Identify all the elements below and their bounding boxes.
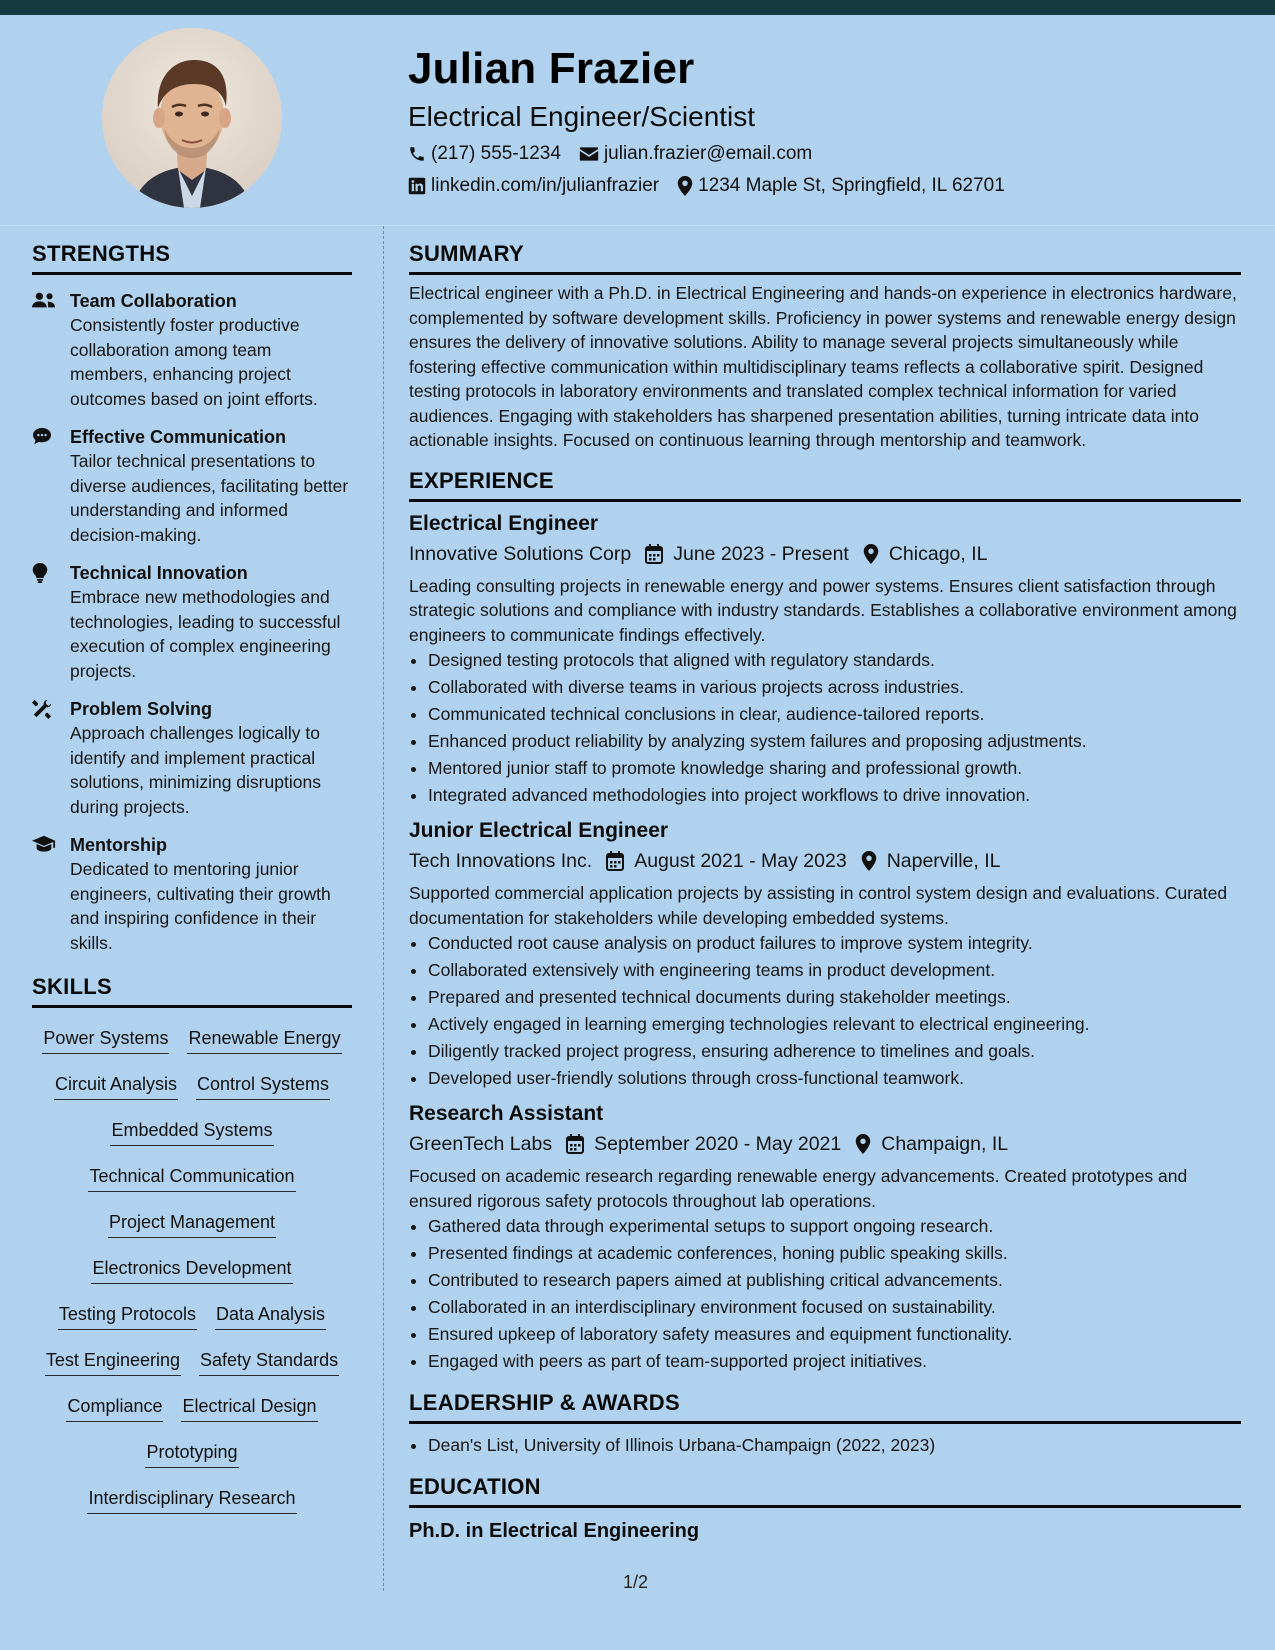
skill-tag: Prototyping: [145, 1439, 238, 1468]
top-bar: [0, 0, 1275, 15]
experience-heading: EXPERIENCE: [409, 467, 1241, 502]
job-location: Naperville, IL: [886, 850, 1001, 872]
chat-icon: [32, 427, 52, 445]
strength-item: [32, 833, 352, 955]
skill-tag: Embedded Systems: [110, 1117, 273, 1146]
candidate-role: Electrical Engineer/Scientist: [408, 101, 756, 132]
job-bullets: [409, 930, 1241, 1092]
job-dates: September 2020 - May 2021: [594, 1133, 842, 1155]
address-contact: [677, 174, 1005, 198]
strengths-heading: STRENGTHS: [32, 240, 352, 275]
job-entry: [409, 817, 1241, 1092]
job-title: Electrical Engineer: [409, 511, 599, 535]
job-dates: August 2021 - May 2023: [634, 850, 847, 872]
phone-contact[interactable]: [408, 142, 561, 166]
summary-heading: SUMMARY: [409, 240, 1241, 275]
job-company: Tech Innovations Inc.: [409, 850, 593, 872]
summary-text: Electrical engineer with a Ph.D. in Electrical Engineering and hands-on experience in electronics hardware, complemented by software development skills. Proficiency in power systems and renewable energy design ensures the delivery of innovative solutions. Ability to manage several projects simultaneously while fostering effective communication within multidisciplinary teams reflects a collaborative spirit. Designed testing protocols in laboratory environments and translated complex technical information for varied audiences. Engaging with stakeholders has sharpened presentation abilities, turning intricate data into actionable insights. Focused on continuous learning through mentorship and teamwork.: [409, 283, 1237, 450]
phone-text: (217) 555-1234: [431, 143, 561, 164]
users-icon: [32, 291, 56, 309]
list-item: • Dean's List, University of Illinois Urbana-Champaign (2022, 2023): [428, 1432, 1241, 1459]
email-contact[interactable]: [579, 142, 812, 166]
job-meta: [409, 540, 1241, 568]
calendar-icon: [606, 851, 624, 871]
job-description: Supported commercial application projects by assisting in control system design and evaluations. Curated documentation for stakeholders while developing embedded systems.: [409, 883, 1228, 928]
strength-title: Mentorship: [70, 835, 167, 855]
strength-item: [32, 697, 352, 819]
awards-heading: LEADERSHIP & AWARDS: [409, 1389, 1241, 1424]
education-heading: EDUCATION: [409, 1473, 1241, 1508]
strength-title: Team Collaboration: [70, 291, 237, 311]
lightbulb-icon: [32, 563, 48, 583]
graduation-cap-icon: [32, 835, 56, 853]
column-divider: [383, 226, 384, 1591]
header: [408, 40, 1248, 198]
job-location: Champaign, IL: [881, 1133, 1009, 1155]
skill-tag: Renewable Energy: [187, 1025, 341, 1054]
list-item: • Conducted root cause analysis on product failures to improve system integrity.: [428, 930, 1241, 957]
strength-desc: Dedicated to mentoring junior engineers, cultivating their growth and inspiring confidence in their skills.: [70, 859, 331, 953]
page-number: 1/2: [623, 1572, 649, 1592]
map-pin-icon: [677, 176, 693, 196]
skill-tag: Electronics Development: [91, 1255, 292, 1284]
email-text: julian.frazier@email.com: [603, 143, 813, 164]
list-item: • Integrated advanced methodologies into project workflows to drive innovation.: [428, 782, 1241, 809]
list-item: • Mentored junior staff to promote knowledge sharing and professional growth.: [428, 755, 1241, 782]
skill-tag: Interdisciplinary Research: [87, 1485, 296, 1514]
job-dates: June 2023 - Present: [673, 542, 849, 565]
list-item: • Prepared and presented technical documents during stakeholder meetings.: [428, 984, 1241, 1011]
calendar-icon: [566, 1134, 584, 1154]
job-title: Junior Electrical Engineer: [409, 819, 669, 842]
strength-desc: Embrace new methodologies and technologies, leading to successful execution of complex engineering projects.: [70, 587, 341, 681]
phone-icon: [408, 145, 426, 163]
calendar-icon: [645, 544, 663, 564]
strength-desc: Consistently foster productive collaboration among team members, enhancing project outcomes based on joint efforts.: [70, 315, 318, 409]
job-entry: [409, 1100, 1241, 1375]
envelope-icon: [579, 145, 599, 163]
list-item: • Enhanced product reliability by analyzing system failures and proposing adjustments.: [428, 728, 1241, 755]
strength-item: [32, 425, 352, 547]
list-item: • Contributed to research papers aimed at publishing critical advancements.: [428, 1267, 1241, 1294]
list-item: • Engaged with peers as part of team-supported project initiatives.: [428, 1348, 1241, 1375]
tools-icon: [32, 699, 52, 719]
contact-row-2: [408, 174, 1248, 198]
list-item: • Collaborated in an interdisciplinary environment focused on sustainability.: [428, 1294, 1241, 1321]
list-item: • Communicated technical conclusions in clear, audience-tailored reports.: [428, 701, 1241, 728]
list-item: • Ensured upkeep of laboratory safety measures and equipment functionality.: [428, 1321, 1241, 1348]
list-item: • Designed testing protocols that aligned with regulatory standards.: [428, 647, 1241, 674]
skill-tag: Electrical Design: [181, 1393, 317, 1422]
strength-item: [32, 289, 352, 411]
list-item: • Collaborated extensively with engineering teams in product development.: [428, 957, 1241, 984]
strength-item: [32, 561, 352, 683]
linkedin-text: linkedin.com/in/julianfrazier: [431, 175, 660, 196]
job-company: Innovative Solutions Corp: [409, 542, 632, 565]
strength-desc: Tailor technical presentations to diverse audiences, facilitating better understanding and informed decision-making.: [70, 451, 349, 545]
list-item: • Gathered data through experimental setups to support ongoing research.: [428, 1213, 1241, 1240]
profile-photo: [102, 28, 282, 208]
linkedin-contact[interactable]: [408, 174, 659, 198]
job-title: Research Assistant: [409, 1102, 604, 1125]
job-entry: [409, 510, 1241, 810]
job-company: GreenTech Labs: [409, 1133, 553, 1155]
job-bullets: [409, 1213, 1241, 1375]
degree-title: Ph.D. in Electrical Engineering: [409, 1520, 700, 1542]
list-item: • Actively engaged in learning emerging technologies relevant to electrical engineering.: [428, 1011, 1241, 1038]
right-column: [409, 240, 1241, 1544]
map-pin-icon: [855, 1134, 871, 1154]
address-text: 1234 Maple St, Springfield, IL 62701: [698, 175, 1005, 196]
strength-title: Technical Innovation: [70, 563, 248, 583]
job-description: Leading consulting projects in renewable energy and power systems. Ensures client satisfaction through strategic solutions and compliance with industry standards. Establishes a collaborative environment among engineers to communicate findings effectively.: [409, 575, 1237, 645]
job-meta: [409, 847, 1241, 875]
skill-tag: Compliance: [66, 1393, 163, 1422]
skill-tag: Project Management: [108, 1209, 276, 1238]
awards-list: [409, 1432, 1241, 1459]
job-bullets: [409, 647, 1241, 809]
skills-list: [32, 1018, 352, 1524]
list-item: • Developed user-friendly solutions through cross-functional teamwork.: [428, 1065, 1241, 1092]
map-pin-icon: [861, 851, 877, 871]
skill-tag: Safety Standards: [199, 1347, 339, 1376]
candidate-name: Julian Frazier: [408, 44, 695, 93]
left-column: [32, 240, 352, 1524]
list-item: • Collaborated with diverse teams in various projects across industries.: [428, 674, 1241, 701]
linkedin-icon: [408, 177, 426, 195]
skill-tag: Technical Communication: [88, 1163, 295, 1192]
map-pin-icon: [863, 544, 879, 564]
skill-tag: Circuit Analysis: [54, 1071, 178, 1100]
strength-desc: Approach challenges logically to identify and implement practical solutions, minimizing disruptions during projects.: [70, 723, 321, 817]
job-location: Chicago, IL: [888, 542, 988, 565]
list-item: • Diligently tracked project progress, ensuring adherence to timelines and goals.: [428, 1038, 1241, 1065]
skill-tag: Data Analysis: [215, 1301, 326, 1330]
skill-tag: Power Systems: [42, 1025, 169, 1054]
list-item: • Presented findings at academic conferences, honing public speaking skills.: [428, 1240, 1241, 1267]
header-divider: [0, 225, 1275, 226]
strength-title: Effective Communication: [70, 427, 287, 447]
skill-tag: Control Systems: [196, 1071, 330, 1100]
job-meta: [409, 1130, 1241, 1158]
job-description: Focused on academic research regarding renewable energy advancements. Created prototypes and ensured rigorous safety protocols throughout lab operations.: [409, 1166, 1188, 1211]
skill-tag: Test Engineering: [45, 1347, 181, 1376]
contact-row-1: [408, 142, 1248, 166]
strength-title: Problem Solving: [70, 699, 213, 719]
skills-heading: SKILLS: [32, 973, 352, 1008]
skill-tag: Testing Protocols: [58, 1301, 197, 1330]
